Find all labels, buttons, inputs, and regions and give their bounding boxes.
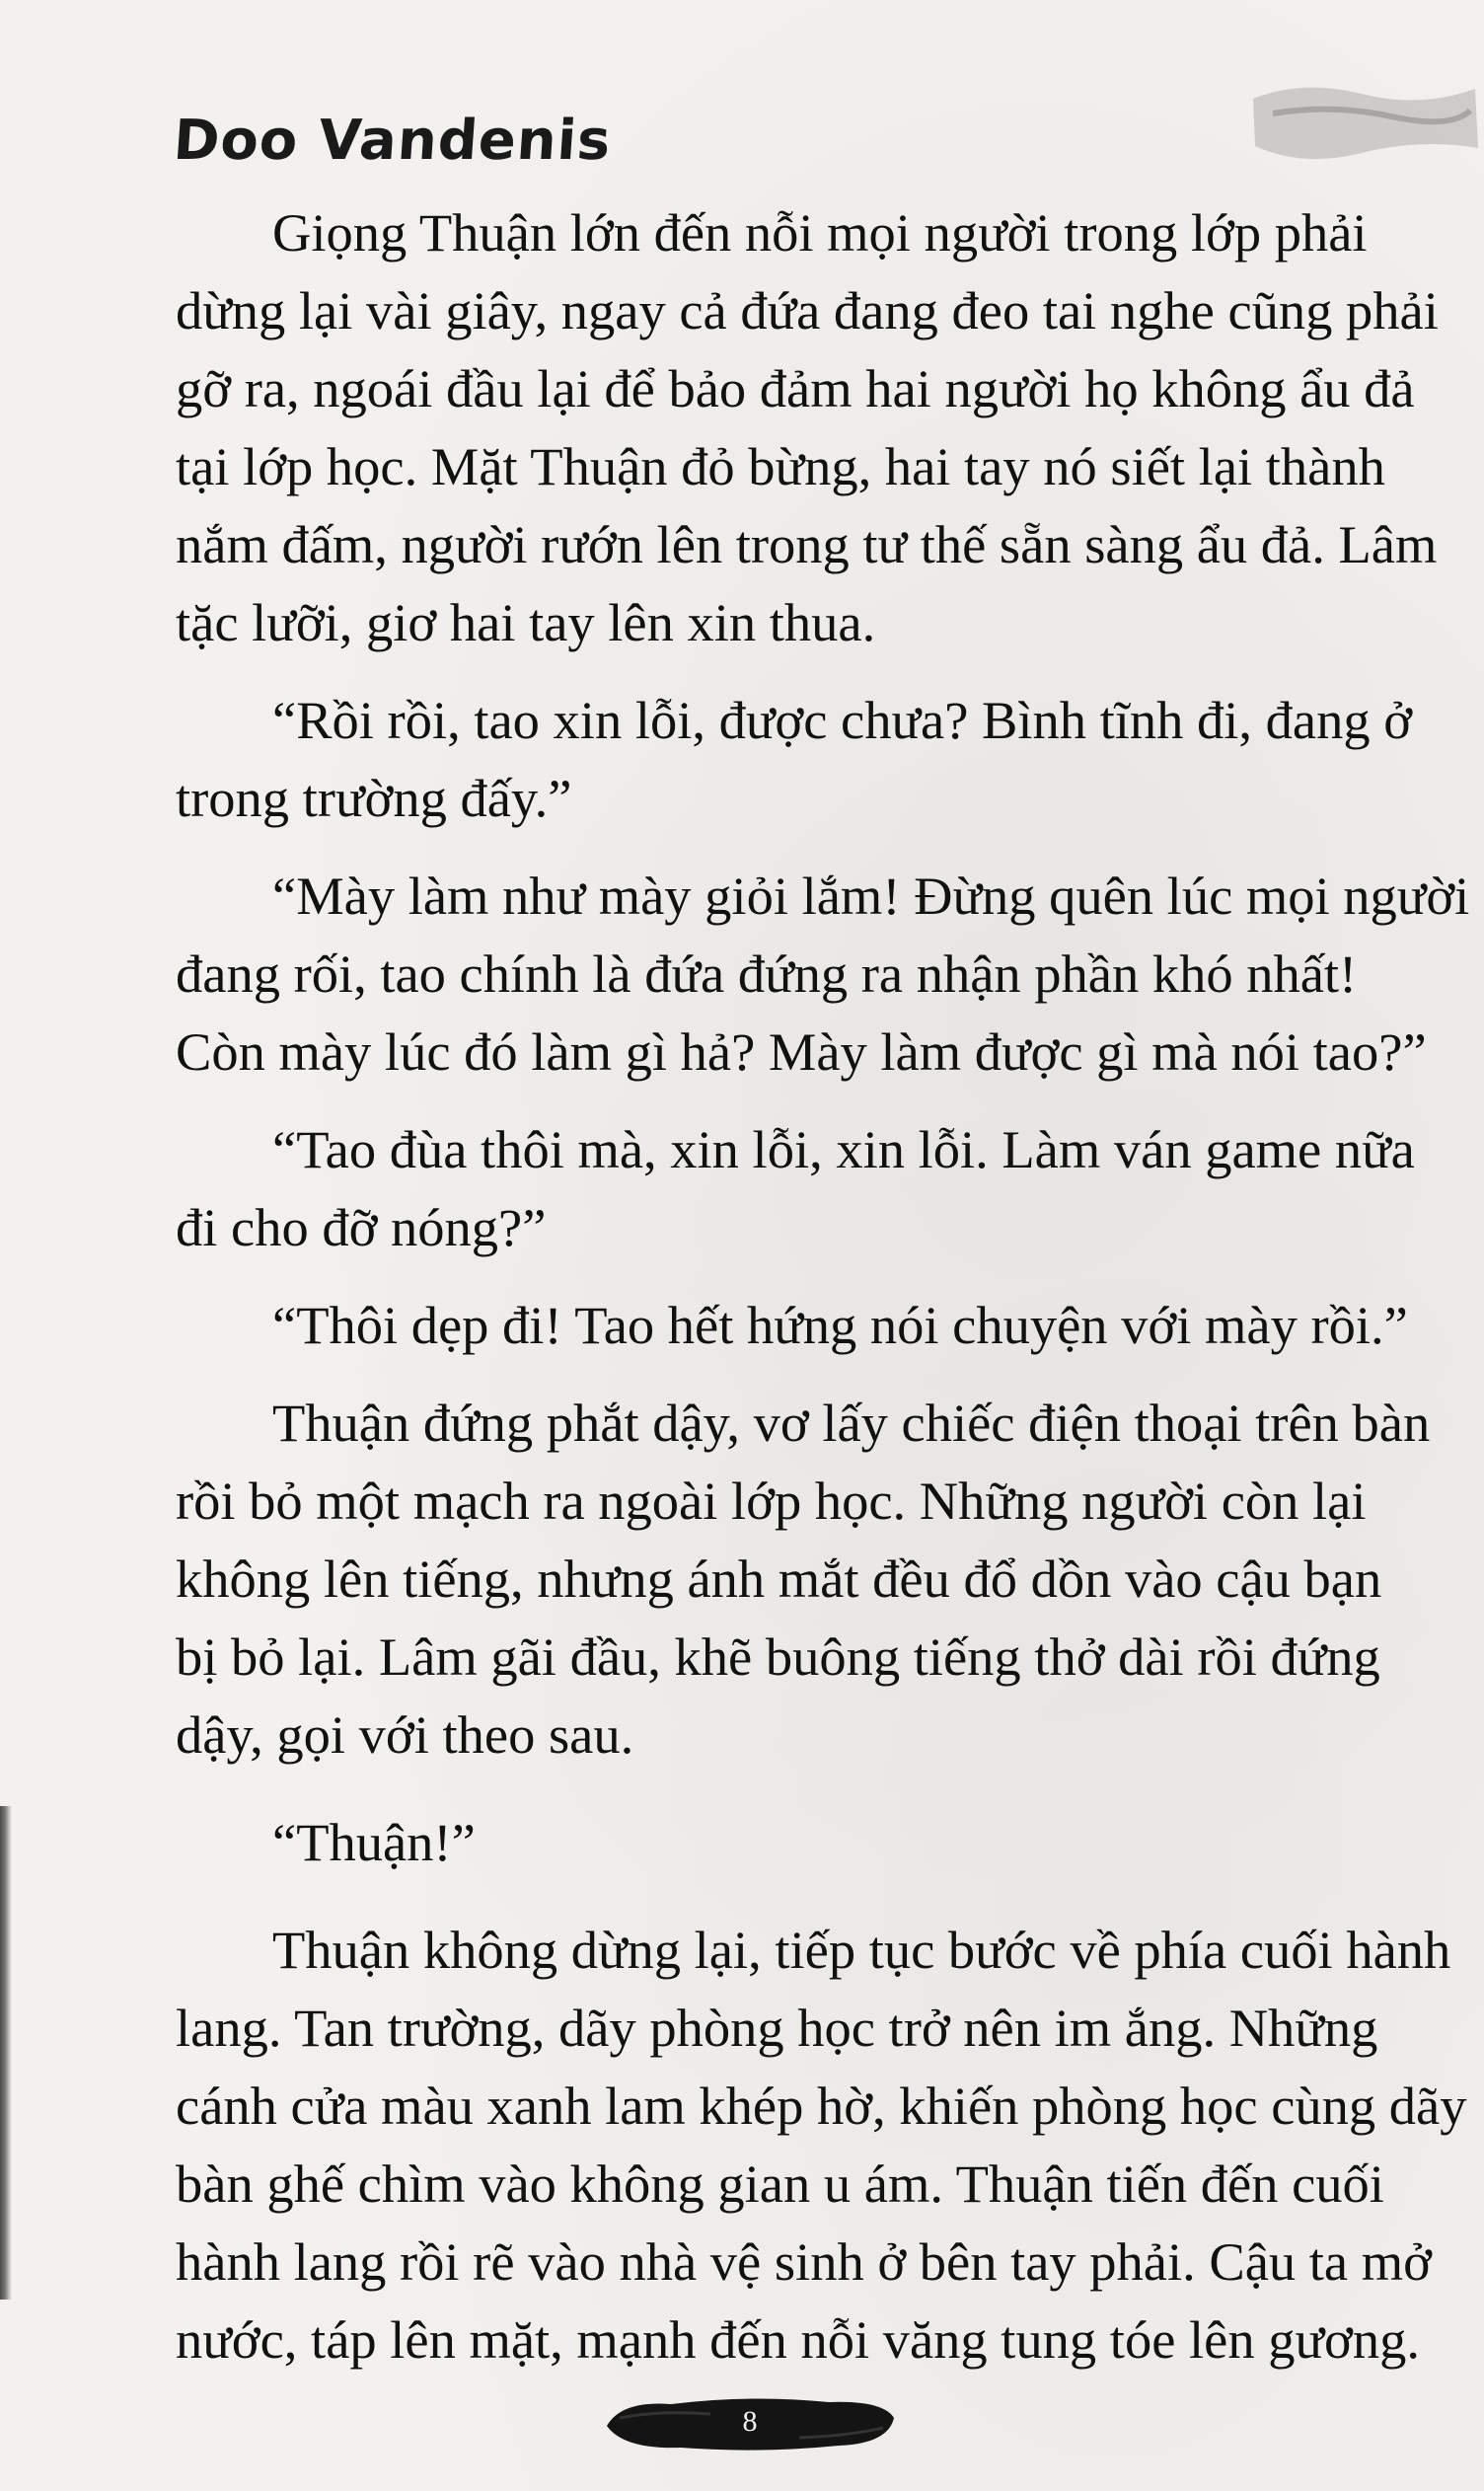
- text-line: bàn ghế chìm vào không gian u ám. Thuận tiến đến cuối: [176, 2153, 1384, 2214]
- text-line: hành lang rồi rẽ vào nhà vệ sinh ở bên tay phải. Cậu ta mở: [176, 2231, 1432, 2292]
- page-edge-shadow: [0, 1806, 12, 2300]
- text-line: nước, táp lên mặt, mạnh đến nỗi văng tung tóe lên gương.: [176, 2309, 1420, 2370]
- text-line: dậy, gọi với theo sau.: [176, 1704, 634, 1765]
- running-header-author: Doo Vandenis: [171, 109, 614, 173]
- paragraph-3: [176, 857, 1470, 1091]
- text-line: Giọng Thuận lớn đến nỗi mọi người trong lớp phải: [272, 202, 1368, 263]
- text-line: đang rối, tao chính là đứa đứng ra nhận phần khó nhất!: [176, 944, 1358, 1004]
- paragraph-8: [176, 1911, 1467, 2378]
- text-line: cánh cửa màu xanh lam khép hờ, khiến phòng học cùng dãy: [176, 2076, 1467, 2136]
- text-line: đi cho đỡ nóng?”: [176, 1197, 547, 1257]
- text-line: nắm đấm, người rướn lên trong tư thế sẵn sàng ẩu đả. Lâm: [176, 514, 1438, 574]
- decorative-brush-stroke: [1243, 59, 1480, 178]
- text-line: gỡ ra, ngoái đầu lại để bảo đảm hai người họ không ẩu đả: [176, 358, 1415, 418]
- paragraph-5: [176, 1286, 1419, 1364]
- text-line: lang. Tan trường, dãy phòng học trở nên im ắng. Những: [176, 1998, 1378, 2058]
- paragraph-1: [176, 193, 1439, 661]
- text-line: “Rồi rồi, tao xin lỗi, được chưa? Bình tĩnh đi, đang ở: [272, 690, 1413, 750]
- text-line: bị bỏ lại. Lâm gãi đầu, khẽ buông tiếng thở dài rồi đứng: [176, 1626, 1380, 1687]
- paragraph-7: [176, 1803, 1419, 1881]
- text-line: tại lớp học. Mặt Thuận đỏ bừng, hai tay nó siết lại thành: [176, 436, 1385, 496]
- text-line: “Thuận!”: [272, 1812, 476, 1872]
- text-line: Còn mày lúc đó làm gì hả? Mày làm được gì mà nói tao?”: [176, 1021, 1427, 1082]
- text-line: không lên tiếng, nhưng ánh mắt đều đổ dồn vào cậu bạn: [176, 1548, 1382, 1609]
- text-line: trong trường đấy.”: [176, 768, 572, 828]
- paragraph-4: [176, 1110, 1419, 1266]
- page-number: 8: [742, 2405, 758, 2438]
- text-line: “Thôi dẹp đi! Tao hết hứng nói chuyện với mày rồi.”: [272, 1295, 1408, 1355]
- text-line: dừng lại vài giây, ngay cả đứa đang đeo tai nghe cũng phải: [176, 280, 1439, 340]
- text-line: Thuận đứng phắt dậy, vơ lấy chiếc điện thoại trên bàn: [272, 1393, 1431, 1453]
- text-line: Thuận không dừng lại, tiếp tục bước về phía cuối hành: [272, 1920, 1451, 1980]
- chapter-text: [176, 193, 1470, 2378]
- paragraph-6: [176, 1384, 1431, 1774]
- text-line: tặc lưỡi, giơ hai tay lên xin thua.: [176, 592, 876, 652]
- paragraph-2: [176, 681, 1419, 837]
- text-line: “Mày làm như mày giỏi lắm! Đừng quên lúc mọi người: [272, 866, 1470, 926]
- text-line: “Tao đùa thôi mà, xin lỗi, xin lỗi. Làm ván game nữa: [272, 1119, 1415, 1179]
- text-line: rồi bỏ một mạch ra ngoài lớp học. Những người còn lại: [176, 1471, 1367, 1531]
